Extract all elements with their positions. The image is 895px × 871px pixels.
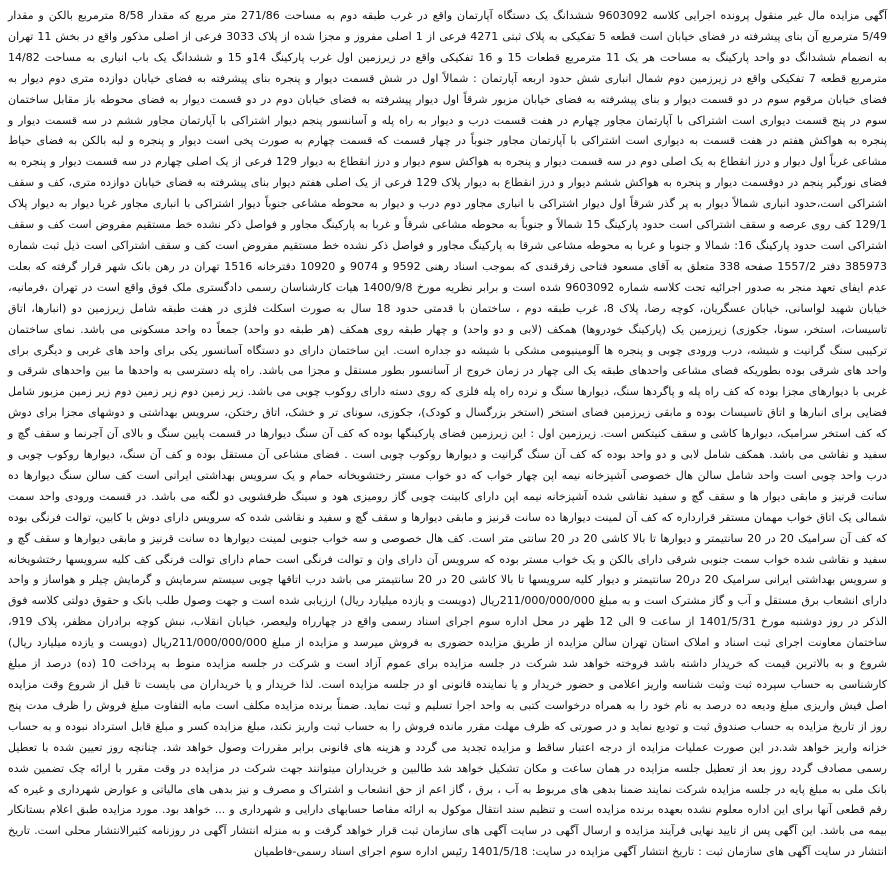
- auction-notice-text: آگهی مزایده مال غیر منقول پرونده اجرایی کلاسه 9603092 ششدانگ یک دستگاه آپارتمان واقع در غرب طبقه دوم به مساحت 271/86 متر مربع که مقدار 8/58 مترمربع بالکن و مقدار 5/49 مترمربع آن بنای پیشرفته در فضای خیابان است قطعه 5 تفکیکی به پلاک ثبتی 4271 فرعی از 1 اصلی مفروز و مجزا شده از پلاک 3033 فرعی از اصلی مذکور واقع در بخش 11 تهران به انضمام ششدانگ دو واحد پارکینگ به مساحت هر یک 11 مترمربع قطعات 15 و 16 تفکیکی واقع در زیرزمین اول غرب پارکینگ 14و 15 و ششدانگ یک باب انباری به مساحت 14/82 مترمربع قطعه 7 تفکیکی واقع در زیرزمین دوم شمال انباری شش حدود اربعه آپارتمان : شمالاً اول در شش قسمت دیوار و پنجره بنای پیشرفته به فضای خیابان دوازده متری دوم دیوار به فضای خیابان مرقوم سوم در دو قسمت دیوار و بنای پیشرفته به فضای خیابان مزبور شرقاً اول دیوار پیشرفته به فضای خیابان دوم در دو قسمت دیوار به فضای محوطه باز مقابل ساختمان سوم در پنج قسمت دیواری است اشتراکی با آپارتمان مجاور چهارم در هفت قسمت درب و دیوار به راه پله و آسانسور پنجم دیوار اشتراکی با آپارتمان مجاور ششم در سه قسمت دیوار و پنجره به هواکش هفتم در هفت قسمت به دیواری است اشتراکی با آپارتمان مجاور جنوباً در چهار قسمت که قسمت چهارم به صورت پخی است دیوار و پنجره و لبه بالکن به فضای حیاط مشاعی غرباً اول دیوار و درز انقطاع به یک اصلی دوم در سه قسمت دیوار و پنجره به هواکش سوم دیوار و درز انقطاع به دیوار 129 فرعی از یک اصلی چهارم در سه قسمت دیوار و پنجره به فضای نورگیر پنجم در دوقسمت دیوار و پنجره به هواکش ششم دیوار و درز انقطاع به دیوار پلاک 129 فرعی از یک اصلی هفتم دیوار بنای پیشرفته به فضای خیابان دوازده متری، کف و سقف اشتراکی است،حدود انباری شمالاً دیوار به پر گذر شرقاً اول دیوار اشتراکی با انباری مجاور دوم درب و دیوار به محوطه مشاعی جنوباً دیوار اشتراکی با انباری مجاور غربا دیوار به دیوار پلاک 129/1 کف روی عرصه و سقف اشتراکی است حدود پارکینگ 15 شمالاً و جنوباً به محوطه مشاعی شرقاً و غربا به پارکینگ مجاور و فواصل ذکر نشده خط مستقیم مفروض است کف و سقف اشتراکی است حدود پارکینگ 16: شمالا و جنوبا و غربا به محوطه مشاعی شرقا به پارکینگ مجاور و فواصل ذکر نشده خط مستقیم مفروض است کف و سقف اشتراکی است ذیل ثبت شماره 385973 دفتر 1557/2 صفحه 338 متعلق به آقای مسعود فتاحی زفرقندی که بموجب اسناد رهنی 9592 و 9074 و 10920 دفترخانه 1516 تهران در رهن بانک شهر قرار گرفته که بعلت عدم ایفای تعهد منجر به صدور اجرائیه تحت کلاسه شماره 9603092 شده است و برابر نظریه مورخ 1400/9/8 هیات کارشناسان رسمی دادگستری ملک فوق واقع است در تهران ،فرمانیه، خیابان شهید لواسانی، خیابان عسگریان، کوچه رضا، پلاک 8، غرب طبقه دوم ، ساختمان با قدمتی حدود 18 سال به صورت اسکلت فلزی در هفت طبقه شامل زیرزمین دو (انبارها، اتاق تاسیسات، استخر، سونا، جکوزی) زیرزمین یک (پارکینگ خودروها) همکف (لابی و دو واحد) و چهار طبقه روی همکف (هر طبقه دو واحد) جمعاً ده واحد مسکونی می باشد. نمای ساختمان ترکیبی سنگ گرانیت و شیشه، درب ورودی چوبی و پنجره ها آلومینیومی مشکی با شیشه دو جداره است. این ساختمان دارای دو دستگاه آسانسور یکی برای واحد های غربی و دیگری برای واحد های شرقی بوده بطوریکه فضای مشاعی واحدهای طبقه یک الی چهار در زمان خروج از آسانسور بطور مستقل و مجزا می باشد. راه پله دسترسی به واحدها ما بین واحدهای شرقی و غربی با دیوارهای مجزا بوده که کف راه پله و پاگردها سنگ، دیوارها سنگ و نرده راه پله فلزی که روی دسته دارای روکوب چوبی می باشد. زیر زمین دوم زیر زمین دوم زیر زمین مزبور شامل فضایی برای انبارها و اتاق تاسیسات بوده و مابقی زیرزمین فضای استخر (استخر بزرگسال و کودک)، جکوزی، سونای تر و خشک، اتاق رختکن، سرویس بهداشتی و دوشهای مجزا برای دوش که کف استخر سرامیک، دیوارها کاشی و سقف کنیتکس است. زیرزمین اول : این زیرزمین فضای پارکینگها بوده که کف آن سنگ دیوارها در قسمت پایین سنگ و بالای آن آجرنما و سقف گچ و سفید و نقاشی می باشد. همکف شامل لابی و دو واحد بوده که کف آن سنگ گرانیت و دیوارها روکوب چوبی است . فضای مشاعی آن مستقل بوده و کف آن سنگ، دیوارها روکوب چوبی و درب واحد چوبی است واحد شامل سالن هال خصوصی آشپزخانه نیمه اپن چهار خواب که دو خواب مستر رختشویخانه حمام و یک سرویس بهداشتی ایرانی است کف سالن سنگ دیوارها ده سانت قرنیز و مابقی دیوار ها و سقف گچ و سفید نقاشی شده آشپزخانه نیمه اپن دارای کابینت چوبی گاز رومیزی هود و سینگ ظرفشویی دو لگنه می باشد. در قسمت ورودی واحد سمت شمالی یک اتاق خواب مهمان مستقر قرارداره که کف آن لمینت دیوارها ده سانت قرنیز و مابقی دیوارها و سقف گچ و سفید و نقاشی شده که سرویس دارای دوش با کابین، توالت فرنگی بوده که کف آن سرامیک 20 در 20 سانتیمتر و دیوارها تا بالا کاشی 20 در 20 سانتی متر است. کف هال خصوصی و سه خواب جنوبی لمینت دیوارها ده سانت قرنیز و مابقی دیوارها و سقف گچ و سفید و نقاشی شده خواب سمت جنوبی شرقی دارای بالکن و یک خواب مستر بوده که سرویس آن دارای وان و توالت فرنگی است حمام دارای توالت فرنگی کف کلیه سرویسها رختشویخانه و سرویس بهداشتی ایرانی سرامیک 20 در20 سانتیمتر و دیوار کلیه سرویسها تا بالا کاشی 20 در 20 سانتیمتر می باشد درب اتاقها چوبی سیستم سرمایش و گرمایش چیلر و هواساز و واحد دارای انشعاب برق مستقل و آب و گاز مشترک است و به مبلغ 211/000/000/000ریال (دویست و یازده میلیارد ریال) ارزیابی شده است و جهت وصول طلب بانک و حقوق دولتی کلاسه فوق الذکر در روز دوشنبه مورخ 1401/5/31 از ساعت 9 الی 12 ظهر در محل اداره سوم اجرای اسناد رسمی واقع در چهارراه ولیعصر، خیابان انقلاب، نبش کوچه برادران مظفر، پلاک 919، ساختمان معاونت اجرای ثبت اسناد و املاک استان تهران سالن مزایده از طریق مزایده حضوری به فروش میرسد و مزایده از مبلغ 211/000/000/000ریال (دویست و یازده میلیارد ریال) شروع و به بالاترین قیمت که خریدار داشته باشد فروخته خواهد شد شرکت در جلسه مزایده برای عموم آزاد است و شرکت در جلسه مزایده منوط به پرداخت 10 (ده) درصد از مبلغ کارشناسی به حساب سپرده ثبت وثبت شناسه واریز اعلامی و حضور خریدار و یا نماینده قانونی او در جلسه مزایده است. لذا خریدار و یا خریداران می بایست تا قبل از شروع وقت مزایده اصل فیش واریزی مبلغ ودیعه ده درصد به نام خود را به همراه درخواست کتبی به واحد اجرا تسلیم و ثبت نماید. ضمناً برنده مزایده مکلف است مابه التفاوت مبلغ فروش را ظرف مدت پنج روز از تاریخ مزایده به حساب صندوق ثبت و تودیع نماید و در صورتی که ظرف مهلت مقرر مانده فروش را به حساب ثبت واریز نکند، مبلغ مزایده کسر و مبلغ قابل استرداد نبوده و به حساب خزانه واریز خواهد شد.در این صورت عملیات مزایده از درجه اعتبار ساقط و مزایده تجدید می گردد و هزینه های قانونی برابر مقررات وصول خواهد شد. چنانچه روز تعیین شده با تعطیل رسمی مصادف گردد روز بعد از تعطیل جلسه مزایده در همان ساعت و مکان تشکیل خواهد شد طالبین و خریداران میتوانند جهت شرکت در مزایده در وقت مقرر با ارائه چک تضمین شده بانک ملی به مبلغ پایه در جلسه مزایده شرکت نمایند ضمنا بدهی های مربوط به آب ، برق ، گاز اعم از حق انشعاب و اشتراک و مصرف و نیز بدهی های مالیاتی و عوارض شهرداری و غیره که رقم قطعی آنها برای این اداره معلوم نشده بعهده برنده مزایده است و تنظیم سند انتقال موکول به ارائه مفاصا حسابهای دارایی و شهرداری و ... خواهد بود. مورد مزایده طبق اعلام بستانکار بیمه می باشد. این آگهی پس از تایید نهایی فرآیند مزایده و ارسال آگهی در سایت آگهی های سازمان ثبت قرار خواهد گرفت و به منزله انتشار آگهی در روزنامه کثیرالانتشار محلی است. تاریخ انتشار در سایت آگهی های سازمان ثبت : تاریخ انتشار آگهی مزایده در سایت: 1401/5/18 رئیس اداره سوم اجرای اسناد رسمی-فاطمیان: [8, 9, 888, 859]
